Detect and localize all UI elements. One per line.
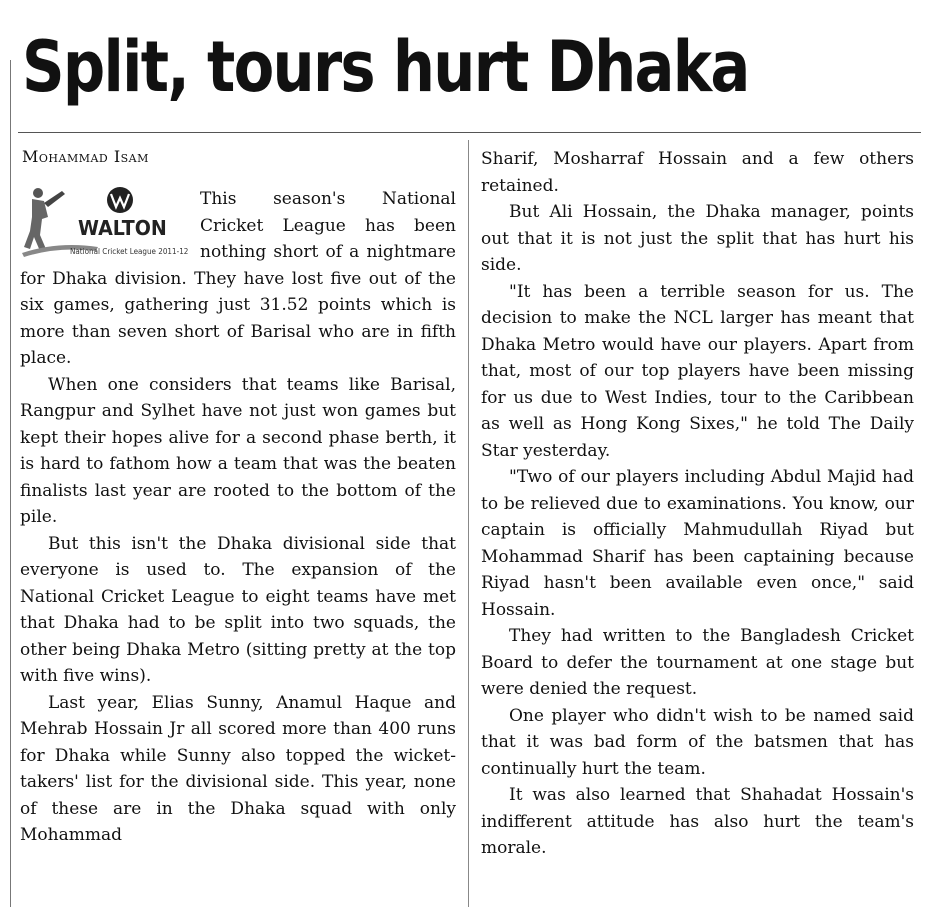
paragraph: But this isn't the Dhaka divisional side that everyone is used to. The expansion of the National Cricket League to eight teams have met that Dhaka had to be split into two squads, the other being Dhaka Metro (sitting pretty at the top with five wins).: [20, 533, 456, 686]
paragraph: But Ali Hossain, the Dhaka manager, points out that it is not just the split that has hurt his side.: [481, 202, 914, 275]
paragraph: "Two of our players including Abdul Majid had to be relieved due to examinations. You know, our captain is officially Mahmudullah Riyad but Mohammad Sharif has been captaining because Riyad hasn't been available even once," said Hossain.: [481, 467, 914, 620]
paragraph: When one considers that teams like Barisal, Rangpur and Sylhet have not just won games but kept their hopes alive for a second phase berth, it is hard to fathom how a team that was the beaten finalists last year are rooted to the bottom of the pile.: [20, 374, 456, 527]
paragraph: This season's National Cricket League has been nothing short of a nightmare for Dhaka division. They have lost five out of the six games, gathering just 31.52 points which is more than seven short of Barisal who are in fifth place.: [20, 189, 456, 368]
article-column-right: [481, 146, 914, 862]
paragraph: Last year, Elias Sunny, Anamul Haque and Mehrab Hossain Jr all scored more than 400 runs for Dhaka while Sunny also topped the wicket-takers' list for the divisional side. This year, none of these are in the Dhaka squad with only Mohammad: [20, 692, 456, 845]
paragraph: One player who didn't wish to be named said that it was bad form of the batsmen that has continually hurt the team.: [481, 705, 914, 779]
paragraph: It was also learned that Shahadat Hossain's indifferent attitude has also hurt the team's morale.: [481, 785, 914, 858]
headline-divider: [18, 132, 921, 133]
page-edge-rule: [10, 60, 11, 907]
column-divider: [468, 140, 469, 907]
article-column-left: [20, 186, 456, 849]
logo-brand: WALTON: [78, 216, 167, 240]
walton-ncl-logo: [18, 183, 188, 263]
paragraph: They had written to the Bangladesh Cricket Board to defer the tournament at one stage but were denied the request.: [481, 626, 914, 699]
headline: Split, tours hurt Dhaka: [22, 26, 749, 108]
paragraph: Sharif, Mosharraf Hossain and a few others retained.: [481, 149, 914, 196]
logo-subtitle: National Cricket League 2011-12: [70, 247, 189, 256]
paragraph: "It has been a terrible season for us. The decision to make the NCL larger has meant that Dhaka Metro would have our players. Apart from that, most of our top players have been missing for us due to West Indies, tour to the Caribbean as well as Hong Kong Sixes," he told The Daily Star yesterday.: [481, 281, 914, 461]
byline: Mohammad Isam: [22, 147, 149, 166]
